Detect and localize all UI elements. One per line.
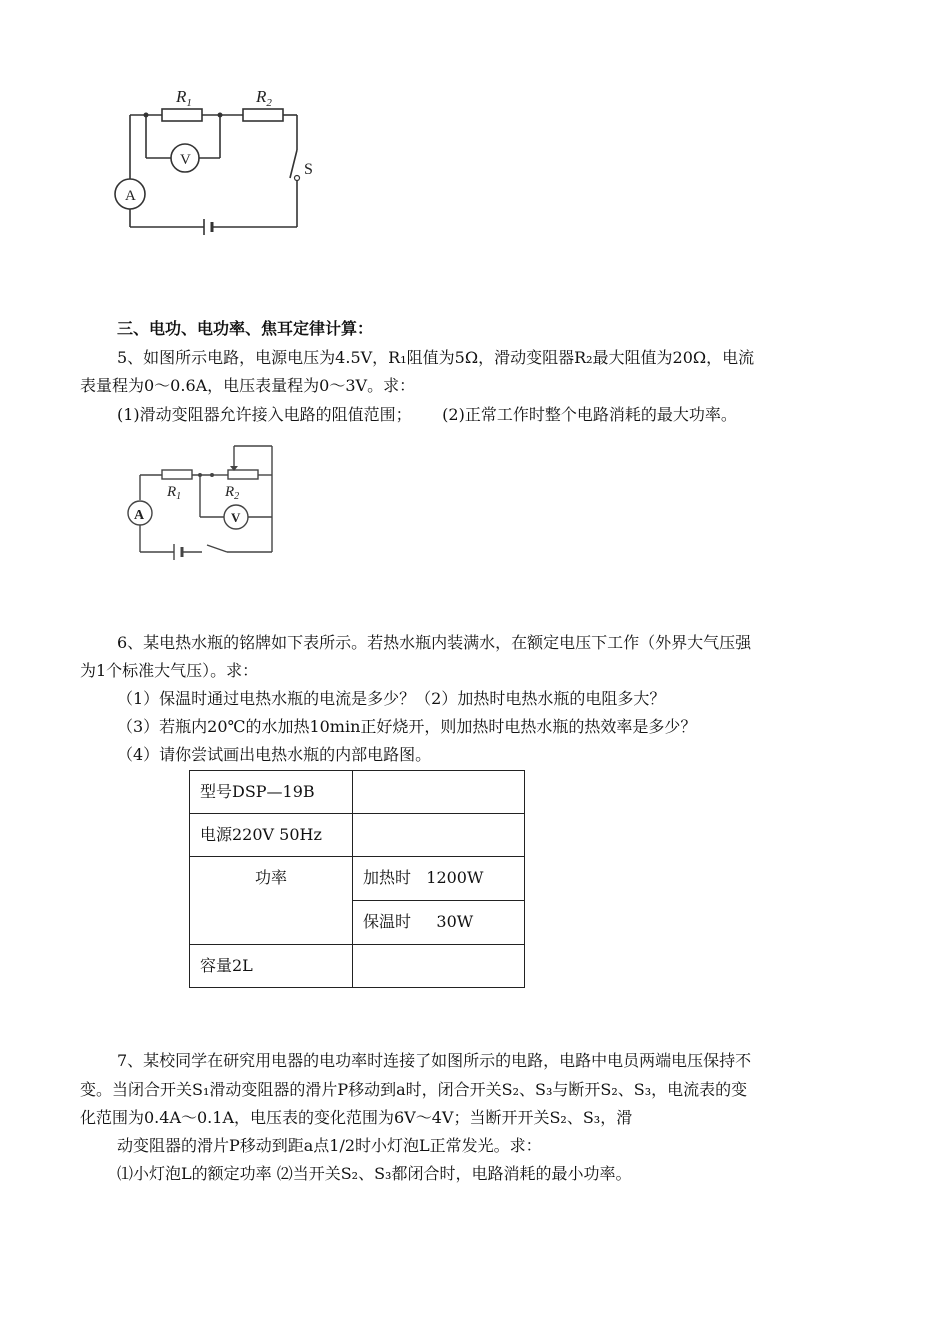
q6-line-4: （3）若瓶内20℃的水加热10min正好烧开，则加热时电热水瓶的热效率是多少？: [117, 717, 697, 736]
table-cell-empty: [353, 771, 525, 814]
q7-line-4: 动变阻器的滑片P移动到距a点1/2时小灯泡L正常发光。求：: [117, 1136, 542, 1155]
r1-label: $R_1$: [176, 87, 192, 109]
q7-line-1: 7、某校同学在研究用电器的电功率时连接了如图所示的电路，电路中电员两端电压保持不: [117, 1051, 752, 1070]
table-cell-heating: 加热时 1200W: [353, 857, 525, 901]
switch-label: S: [304, 161, 313, 178]
table-row: [190, 771, 525, 814]
q5-line-3: (1)滑动变阻器允许接入电路的阻值范围； (2)正常工作时整个电路消耗的最大功率。: [117, 405, 737, 424]
table-cell-empty: [353, 814, 525, 857]
ammeter-label: A: [125, 188, 136, 204]
section-heading: 三、电功、电功率、焦耳定律计算：: [117, 319, 374, 338]
circuit-diagram-1: [100, 80, 340, 250]
r1-label-2: $R_1$: [167, 484, 182, 502]
ammeter-label-2: A: [134, 508, 145, 523]
r2-label: $R_2$: [256, 87, 272, 109]
table-cell-power: 功率: [190, 857, 353, 945]
circuit-diagram-2: [112, 438, 287, 583]
q6-line-5: （4）请你尝试画出电热水瓶的内部电路图。: [117, 745, 432, 764]
q7-line-3: 化范围为0.4A～0.1A，电压表的变化范围为6V～4V；当断开开关S₂、S₃，滑: [80, 1108, 633, 1127]
table-cell-model: 型号DSP—19B: [190, 771, 353, 814]
q5-line-2: 表量程为0～0.6A，电压表量程为0～3V。求：: [80, 376, 416, 395]
table-row: [190, 857, 525, 901]
q5-line-1: 5、如图所示电路，电源电压为4.5V，R₁阻值为5Ω，滑动变阻器R₂最大阻值为20Ω，电流: [117, 348, 755, 367]
q6-line-3: （1）保温时通过电热水瓶的电流是多少？（2）加热时电热水瓶的电阻多大？: [117, 689, 666, 708]
q7-line-5: ⑴小灯泡L的额定功率 ⑵当开关S₂、S₃都闭合时，电路消耗的最小功率。: [117, 1164, 632, 1183]
nameplate-table: [189, 770, 525, 988]
table-cell-keeping-warm: 保温时 30W: [353, 901, 525, 945]
table-row: [190, 814, 525, 857]
q7-line-2: 变。当闭合开关S₁滑动变阻器的滑片P移动到a时，闭合开关S₂、S₃与断开S₂、S₃，电流表的变: [80, 1080, 748, 1099]
q6-line-1: 6、某电热水瓶的铭牌如下表所示。若热水瓶内装满水，在额定电压下工作（外界大气压强: [117, 633, 752, 652]
table-cell-capacity: 容量2L: [190, 945, 353, 988]
voltmeter-label: V: [180, 152, 191, 168]
table-cell-empty: [353, 945, 525, 988]
r2-label-2: $R_2$: [225, 484, 240, 502]
q6-line-2: 为1个标准大气压）。求：: [80, 661, 259, 680]
voltmeter-label-2: V: [231, 510, 241, 525]
table-cell-power-supply: 电源220V 50Hz: [190, 814, 353, 857]
table-row: [190, 945, 525, 988]
